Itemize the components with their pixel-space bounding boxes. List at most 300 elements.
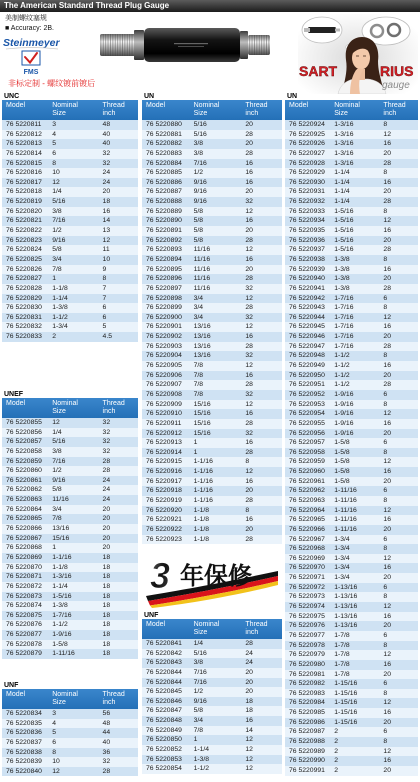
thread-inch-cell: 16 xyxy=(383,468,391,476)
handle-engraving xyxy=(178,46,204,47)
nominal-size-cell: 5/8 xyxy=(193,227,204,235)
table-row xyxy=(2,495,138,505)
thread-inch-cell: 48 xyxy=(102,719,111,727)
nominal-size-cell: 1-3/4 xyxy=(334,574,350,582)
header-size-label: Size xyxy=(52,110,66,117)
model-cell: 76 5220883 xyxy=(146,149,182,157)
table-row xyxy=(142,419,282,429)
nominal-size-cell: 1-5/8 xyxy=(334,468,350,476)
thread-inch-cell: 8 xyxy=(383,169,388,177)
thread-inch-cell: 24 xyxy=(102,486,111,494)
handle-engraving xyxy=(174,43,208,44)
nominal-size-cell: 1/4 xyxy=(52,188,62,196)
table-row xyxy=(285,515,418,525)
table-row xyxy=(2,534,138,544)
thread-inch-cell: 20 xyxy=(383,622,391,630)
model-cell: 76 5220887 xyxy=(146,188,182,196)
nominal-size-cell: 1-1/8 xyxy=(193,506,210,514)
thread-inch-cell: 18 xyxy=(102,198,111,206)
thread-inch-cell: 20 xyxy=(245,140,253,148)
table-row xyxy=(285,573,418,583)
model-cell: 76 5220858 xyxy=(6,447,42,455)
thread-inch-cell: 14 xyxy=(245,726,253,734)
table-row xyxy=(2,236,138,246)
thread-inch-cell: 8 xyxy=(245,458,250,466)
model-cell: 76 5220980 xyxy=(289,660,325,668)
header-model xyxy=(142,100,190,120)
nominal-size-cell: 7/16 xyxy=(193,678,207,686)
thread-inch-cell: 20 xyxy=(383,333,391,341)
model-cell: 76 5220940 xyxy=(289,275,325,283)
model-cell: 76 5220882 xyxy=(146,140,182,148)
header-nominal-size xyxy=(48,689,98,709)
table-row xyxy=(285,477,418,487)
nominal-size-cell: 7/8 xyxy=(193,381,204,389)
table-row xyxy=(142,697,282,707)
nominal-size-cell: 1-5/16 xyxy=(334,227,354,235)
nominal-size-cell: 5/16 xyxy=(193,649,207,657)
table-row xyxy=(2,524,138,534)
table-row xyxy=(2,649,138,659)
table-row xyxy=(142,207,282,217)
nominal-size-cell: 9/16 xyxy=(193,697,207,705)
table-row xyxy=(285,303,418,313)
model-cell: 76 5220979 xyxy=(289,651,325,659)
model-cell: 76 5220924 xyxy=(289,121,325,128)
table-row xyxy=(285,650,418,660)
thread-inch-cell: 8 xyxy=(383,352,388,360)
table-row xyxy=(2,640,138,650)
table-row xyxy=(2,226,138,236)
model-cell: 76 5220869 xyxy=(6,553,42,561)
table-row xyxy=(285,284,418,294)
thread-inch-cell: 8 xyxy=(383,738,388,745)
thread-inch-cell: 20 xyxy=(102,544,111,552)
model-cell: 76 5220919 xyxy=(146,496,182,504)
nominal-size-cell: 13/16 xyxy=(193,323,211,331)
nominal-size-cell: 5 xyxy=(52,729,57,737)
nominal-size-cell: 1-5/16 xyxy=(52,592,72,600)
table-un-right xyxy=(285,93,418,776)
table-row xyxy=(2,505,138,515)
table-row xyxy=(142,515,282,525)
header-model-label: Model xyxy=(6,691,26,698)
thread-inch-cell: 16 xyxy=(245,439,253,447)
nominal-size-cell: 3 xyxy=(52,710,57,717)
model-cell: 76 5220888 xyxy=(146,198,182,206)
header-thread-label: Thread xyxy=(102,691,125,698)
table-row xyxy=(142,716,282,726)
table-row xyxy=(2,120,138,130)
header-model xyxy=(2,100,48,120)
header-model xyxy=(2,689,48,709)
nominal-size-cell: 1 xyxy=(193,439,198,447)
table-row xyxy=(2,767,138,777)
table-row xyxy=(2,284,138,294)
section-label: UN xyxy=(287,93,298,100)
table-row xyxy=(285,727,418,737)
table-row xyxy=(285,535,418,545)
nominal-size-cell: 1-3/16 xyxy=(334,130,354,138)
table-row xyxy=(285,149,418,159)
nominal-size-cell: 1-1/4 xyxy=(334,198,350,206)
table-row xyxy=(2,728,138,738)
header-thread-inch xyxy=(241,100,282,120)
nominal-size-cell: 1-1/8 xyxy=(52,284,68,292)
steinmeyer-logo xyxy=(2,34,62,78)
nominal-size-cell: 3/8 xyxy=(193,149,204,157)
model-cell: 76 5220819 xyxy=(6,198,42,206)
model-cell: 76 5220948 xyxy=(289,352,325,360)
model-cell: 76 5220945 xyxy=(289,323,325,331)
model-cell: 76 5220847 xyxy=(146,707,182,715)
model-cell: 76 5220951 xyxy=(289,381,325,389)
model-cell: 76 5220817 xyxy=(6,178,42,186)
table-row xyxy=(2,620,138,630)
table-row xyxy=(2,265,138,275)
nominal-size-cell: 1 xyxy=(193,448,198,456)
table-row xyxy=(142,506,282,516)
model-cell: 76 5220839 xyxy=(6,758,42,766)
table-row xyxy=(285,178,418,188)
model-cell: 76 5220916 xyxy=(146,468,182,476)
table-row xyxy=(142,668,282,678)
nominal-size-cell: 1-9/16 xyxy=(334,429,354,437)
nominal-size-cell: 13/16 xyxy=(193,333,211,341)
nominal-size-cell: 13/16 xyxy=(52,525,70,533)
model-cell: 76 5220812 xyxy=(6,130,42,138)
nominal-size-cell: 1-5/8 xyxy=(334,439,350,447)
table-row xyxy=(2,757,138,767)
thread-inch-cell: 14 xyxy=(102,217,111,225)
model-cell: 76 5220905 xyxy=(146,362,182,370)
table-row xyxy=(2,313,138,323)
model-cell: 76 5220913 xyxy=(146,439,182,447)
model-cell: 76 5220983 xyxy=(289,689,325,697)
thread-inch-cell: 8 xyxy=(245,506,250,514)
thread-inch-cell: 24 xyxy=(245,649,253,657)
thread-inch-cell: 13 xyxy=(102,227,111,235)
nominal-size-cell: 1-1/16 xyxy=(193,458,213,466)
table-row xyxy=(142,525,282,535)
model-cell: 76 5220984 xyxy=(289,699,325,707)
model-cell: 76 5220904 xyxy=(146,352,182,360)
model-cell: 76 5220877 xyxy=(6,631,42,639)
model-cell: 76 5220989 xyxy=(289,747,325,755)
header-thread-inch xyxy=(241,619,282,639)
nominal-size-cell: 11/16 xyxy=(193,246,211,254)
nominal-size-cell: 1-9/16 xyxy=(334,410,354,418)
nominal-size-cell: 1-15/16 xyxy=(334,718,358,726)
model-cell: 76 5220861 xyxy=(6,476,42,484)
thread-inch-cell: 28 xyxy=(245,381,253,389)
nominal-size-cell: 4 xyxy=(52,719,57,727)
thread-inch-cell: 20 xyxy=(383,236,391,244)
nominal-size-cell: 1-1/4 xyxy=(334,169,350,177)
model-cell: 76 5220876 xyxy=(6,621,42,629)
nominal-size-cell: 15/16 xyxy=(193,419,211,427)
model-cell: 76 5220977 xyxy=(289,631,325,639)
nominal-size-cell: 1-13/16 xyxy=(334,612,358,620)
table-row xyxy=(285,747,418,757)
model-cell: 76 5220963 xyxy=(289,496,325,504)
nominal-size-cell: 1-1/2 xyxy=(52,621,68,629)
gauge-handle xyxy=(144,28,240,62)
header-thread-label: Thread xyxy=(245,621,268,628)
table-row xyxy=(2,709,138,719)
thread-inch-cell: 16 xyxy=(245,159,253,167)
model-cell: 76 5220830 xyxy=(6,304,42,312)
table-row xyxy=(285,390,418,400)
thread-inch-cell: 16 xyxy=(383,140,391,148)
table-row xyxy=(2,303,138,313)
thread-inch-cell: 16 xyxy=(383,227,391,235)
table-row xyxy=(285,698,418,708)
nominal-size-cell: 11/16 xyxy=(193,275,211,283)
accuracy-note: ■ Accuracy: 2B. xyxy=(5,25,54,32)
table-row xyxy=(142,755,282,765)
thread-inch-cell: 36 xyxy=(102,748,111,756)
nominal-size-cell: 1-7/8 xyxy=(334,660,350,668)
nominal-size-cell: 8 xyxy=(52,159,57,167)
thread-inch-cell: 12 xyxy=(245,246,253,254)
table-row xyxy=(142,178,282,188)
nominal-size-cell: 10 xyxy=(52,758,60,766)
model-cell: 76 5220818 xyxy=(6,188,42,196)
nominal-size-cell: 1-1/2 xyxy=(52,313,68,321)
thread-inch-cell: 16 xyxy=(245,255,253,263)
table-row xyxy=(285,670,418,680)
page-title: The American Standard Thread Plug Gauge xyxy=(4,1,170,10)
model-cell: 76 5220952 xyxy=(289,390,325,398)
nominal-size-cell: 1-1/2 xyxy=(334,371,350,379)
table-row xyxy=(2,447,138,457)
nominal-size-cell: 1-3/8 xyxy=(334,275,350,283)
nominal-size-cell: 1-5/16 xyxy=(334,246,354,254)
nominal-size-cell: 1-1/8 xyxy=(193,525,210,533)
nominal-size-cell: 1-13/16 xyxy=(334,603,358,611)
model-cell: 76 5220964 xyxy=(289,506,325,514)
model-cell: 76 5220844 xyxy=(146,668,182,676)
nominal-size-cell: 1 xyxy=(52,275,57,283)
thread-inch-cell: 20 xyxy=(245,265,253,273)
model-cell: 76 5220967 xyxy=(289,535,325,543)
nominal-size-cell: 1-3/4 xyxy=(334,564,350,572)
model-cell: 76 5220938 xyxy=(289,255,325,263)
table-row xyxy=(142,429,282,439)
thread-inch-cell: 28 xyxy=(245,304,253,312)
table-row xyxy=(2,514,138,524)
thread-inch-cell: 24 xyxy=(245,659,253,667)
nominal-size-cell: 11/16 xyxy=(52,496,69,504)
thread-inch-cell: 16 xyxy=(245,371,253,379)
table-row xyxy=(285,322,418,332)
model-cell: 76 5220958 xyxy=(289,448,325,456)
table-row xyxy=(142,284,282,294)
table-row xyxy=(285,332,418,342)
nominal-size-cell: 1-3/4 xyxy=(52,323,68,331)
table-row xyxy=(2,572,138,582)
model-cell: 76 5220962 xyxy=(289,487,325,495)
nominal-size-cell: 1-15/16 xyxy=(334,680,358,688)
bubble-plug-end xyxy=(335,29,340,32)
model-cell: 76 5220931 xyxy=(289,188,325,196)
nominal-size-cell: 3 xyxy=(52,121,57,128)
bubble-plug-gauge xyxy=(308,27,336,33)
thread-inch-cell: 32 xyxy=(102,447,111,455)
nominal-size-cell: 5/16 xyxy=(52,438,66,446)
nominal-size-cell: 11/16 xyxy=(193,265,211,273)
thread-inch-cell: 12 xyxy=(245,362,253,370)
nominal-size-cell: 1-1/4 xyxy=(52,294,68,302)
model-cell: 76 5220912 xyxy=(146,429,182,437)
header-nominal-label: Nominal xyxy=(52,400,78,407)
header-nominal-size xyxy=(48,398,98,418)
thread-inch-cell: 16 xyxy=(383,757,391,765)
thread-inch-cell: 20 xyxy=(245,121,253,128)
table-row xyxy=(2,719,138,729)
model-cell: 76 5220814 xyxy=(6,149,42,157)
table-row xyxy=(2,485,138,495)
model-cell: 76 5220865 xyxy=(6,515,42,523)
model-cell: 76 5220894 xyxy=(146,255,182,263)
nominal-size-cell: 1-1/4 xyxy=(334,188,350,196)
thread-inch-cell: 32 xyxy=(245,313,253,321)
table-row xyxy=(2,159,138,169)
table-row xyxy=(142,216,282,226)
thread-inch-cell: 8 xyxy=(383,255,388,263)
model-cell: 76 5220946 xyxy=(289,333,325,341)
table-row xyxy=(142,361,282,371)
model-cell: 76 5220908 xyxy=(146,390,182,398)
model-cell: 76 5220920 xyxy=(146,506,182,514)
section-label: UN xyxy=(144,93,155,100)
table-row xyxy=(285,756,418,766)
header-size-label: Size xyxy=(52,699,66,706)
table-row xyxy=(142,496,282,506)
table-row xyxy=(285,554,418,564)
thread-inch-cell: 20 xyxy=(383,670,391,678)
nominal-size-cell: 1/2 xyxy=(52,227,62,235)
thread-inch-cell: 28 xyxy=(383,342,391,350)
thread-inch-cell: 12 xyxy=(383,699,391,707)
model-cell: 76 5220836 xyxy=(6,729,42,737)
model-cell: 76 5220832 xyxy=(6,323,42,331)
header-model-label: Model xyxy=(146,102,166,109)
table-row xyxy=(285,467,418,477)
table-row xyxy=(285,429,418,439)
model-cell: 76 5220987 xyxy=(289,728,325,736)
nominal-size-cell: 12 xyxy=(52,767,60,775)
thread-inch-cell: 20 xyxy=(383,766,391,774)
nominal-size-cell: 5/8 xyxy=(193,707,204,715)
table-row xyxy=(285,448,418,458)
header-thread-label: Thread xyxy=(102,102,125,109)
table-row xyxy=(285,245,418,255)
table-row xyxy=(142,649,282,659)
nominal-size-cell: 6 xyxy=(52,149,57,157)
model-cell: 76 5220897 xyxy=(146,284,182,292)
header-inch-label: inch xyxy=(102,110,116,117)
table-row xyxy=(142,486,282,496)
thread-inch-cell: 12 xyxy=(245,746,253,754)
table-row xyxy=(285,563,418,573)
thread-inch-cell: 20 xyxy=(102,515,111,523)
table-row xyxy=(285,313,418,323)
nominal-size-cell: 3/4 xyxy=(52,255,62,263)
table-row xyxy=(285,766,418,776)
table-row xyxy=(285,216,418,226)
table-row xyxy=(142,313,282,323)
table-row xyxy=(142,226,282,236)
thread-inch-cell: 28 xyxy=(383,284,391,292)
thread-inch-cell: 28 xyxy=(102,767,111,775)
nominal-size-cell: 5/8 xyxy=(193,236,204,244)
nominal-size-cell: 1-3/8 xyxy=(334,265,350,273)
header-inch-label: inch xyxy=(102,408,116,415)
header-size-label: Size xyxy=(193,629,208,636)
model-cell: 76 5220816 xyxy=(6,169,42,177)
model-cell: 76 5220933 xyxy=(289,207,325,215)
thread-inch-cell: 48 xyxy=(102,121,111,128)
model-cell: 76 5220822 xyxy=(6,227,42,235)
sartorius-gauge-logo xyxy=(298,14,418,94)
thread-inch-cell: 18 xyxy=(102,611,111,619)
thread-inch-cell: 6 xyxy=(383,390,388,398)
model-cell: 76 5220886 xyxy=(146,178,182,186)
table-row xyxy=(285,294,418,304)
thread-inch-cell: 40 xyxy=(102,140,111,148)
table-row xyxy=(2,255,138,265)
thread-inch-cell: 12 xyxy=(383,747,391,755)
thread-inch-cell: 24 xyxy=(102,178,111,186)
nominal-size-cell: 1-7/16 xyxy=(52,611,72,619)
model-cell: 76 5220840 xyxy=(6,767,42,775)
thread-inch-cell: 18 xyxy=(102,631,111,639)
model-cell: 76 5220968 xyxy=(289,545,325,553)
table-row xyxy=(285,602,418,612)
model-cell: 76 5220944 xyxy=(289,313,325,321)
table-row xyxy=(2,130,138,140)
model-cell: 76 5220881 xyxy=(146,130,182,138)
table-row xyxy=(285,689,418,699)
thread-inch-cell: 7 xyxy=(102,284,107,292)
table-row xyxy=(285,486,418,496)
model-cell: 76 5220903 xyxy=(146,342,182,350)
nominal-size-cell: 1-1/8 xyxy=(52,563,68,571)
table-unf-left xyxy=(2,682,138,776)
thread-inch-cell: 20 xyxy=(102,505,111,513)
thread-inch-cell: 12 xyxy=(383,410,391,418)
thread-inch-cell: 20 xyxy=(383,188,391,196)
header-nominal-label: Nominal xyxy=(334,102,360,109)
model-cell: 76 5220831 xyxy=(6,313,42,321)
thread-inch-cell: 6 xyxy=(383,680,388,688)
header-nominal-label: Nominal xyxy=(193,621,220,628)
nominal-size-cell: 3/8 xyxy=(193,140,204,148)
thread-inch-cell: 12 xyxy=(245,755,253,763)
nominal-size-cell: 1-13/16 xyxy=(334,593,358,601)
nominal-size-cell: 13/16 xyxy=(193,342,211,350)
thread-inch-cell: 32 xyxy=(245,352,253,360)
header-size-label: Size xyxy=(193,110,208,117)
model-cell: 76 5220844 xyxy=(146,678,182,686)
nominal-size-cell: 1-11/16 xyxy=(52,650,75,658)
thread-inch-cell: 20 xyxy=(245,227,253,235)
model-cell: 76 5220985 xyxy=(289,709,325,717)
thread-inch-cell: 16 xyxy=(245,717,253,725)
nominal-size-cell: 1-3/16 xyxy=(334,121,354,128)
